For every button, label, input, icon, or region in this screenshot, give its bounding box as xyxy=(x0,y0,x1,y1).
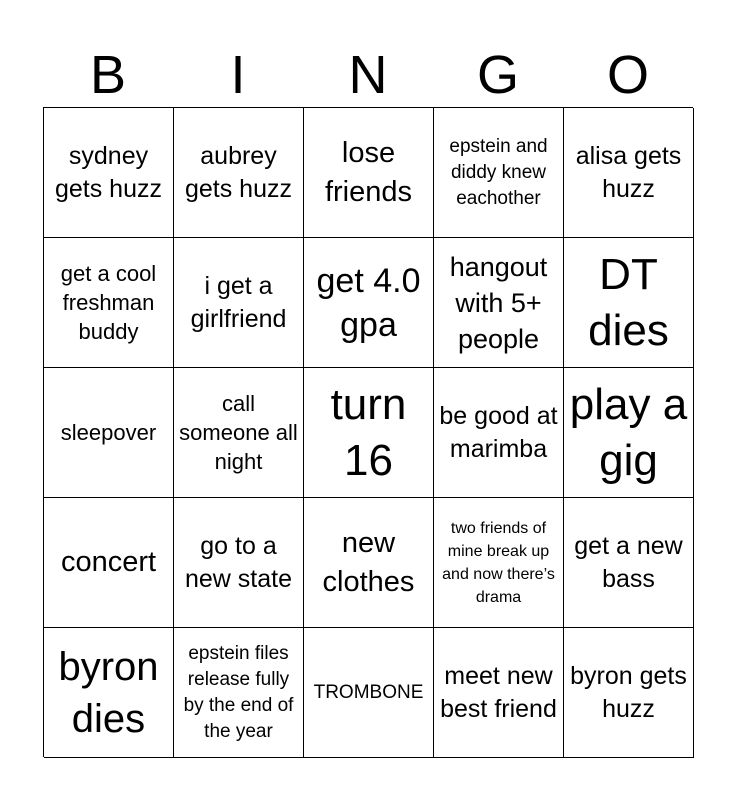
bingo-grid xyxy=(43,107,693,757)
bingo-cell[interactable] xyxy=(174,498,304,628)
bingo-cell[interactable] xyxy=(434,628,564,758)
cell-text: lose friends xyxy=(324,136,413,208)
bingo-cell[interactable] xyxy=(434,108,564,238)
header-letter-g: G xyxy=(476,45,519,105)
bingo-cell[interactable] xyxy=(44,498,174,628)
cell-text: be good at marimba xyxy=(439,401,558,463)
cell-text: call someone all night xyxy=(179,391,298,474)
bingo-cell[interactable] xyxy=(304,498,434,628)
cell-text: epstein and diddy knew eachother xyxy=(449,135,548,209)
header-letter-b: B xyxy=(89,45,127,105)
bingo-cell[interactable] xyxy=(44,108,174,238)
cell-text: get a new bass xyxy=(574,531,683,593)
header-letter-i: I xyxy=(230,45,246,105)
bingo-cell[interactable] xyxy=(564,238,694,368)
cell-text: get a cool freshman buddy xyxy=(60,261,157,344)
cell-text: DT dies xyxy=(588,249,669,355)
cell-text: byron gets huzz xyxy=(570,661,687,723)
cell-text: byron dies xyxy=(58,644,159,741)
cell-text: hangout with 5+ people xyxy=(449,251,548,354)
bingo-cell[interactable] xyxy=(434,368,564,498)
cell-text: go to a new state xyxy=(184,531,292,593)
header-letter-n: N xyxy=(348,45,388,105)
cell-text: alisa gets huzz xyxy=(575,141,682,203)
bingo-cell[interactable] xyxy=(434,238,564,368)
cell-text: epstein files release fully by the end of the year xyxy=(183,642,294,742)
bingo-cell[interactable] xyxy=(304,238,434,368)
cell-text: sleepover xyxy=(60,420,157,445)
cell-text: play a gig xyxy=(569,379,688,485)
bingo-cell[interactable] xyxy=(564,108,694,238)
bingo-cell[interactable] xyxy=(174,368,304,498)
cell-text: two friends of mine break up and now there’s drama xyxy=(442,519,555,606)
bingo-cell[interactable] xyxy=(304,368,434,498)
bingo-cell[interactable] xyxy=(564,368,694,498)
cell-text: sydney gets huzz xyxy=(54,141,162,203)
cell-text: turn 16 xyxy=(330,379,407,485)
bingo-cell[interactable] xyxy=(304,108,434,238)
bingo-cell[interactable] xyxy=(564,498,694,628)
bingo-cell[interactable] xyxy=(434,498,564,628)
cell-text: TROMBONE xyxy=(313,681,424,703)
bingo-header xyxy=(43,44,693,106)
cell-text: i get a girlfriend xyxy=(190,271,287,333)
bingo-cell[interactable] xyxy=(44,628,174,758)
cell-text: concert xyxy=(60,546,157,578)
cell-text: aubrey gets huzz xyxy=(184,141,292,203)
header-letter-o: O xyxy=(606,45,649,105)
bingo-cell[interactable] xyxy=(174,628,304,758)
bingo-cell[interactable] xyxy=(304,628,434,758)
bingo-cell[interactable] xyxy=(44,238,174,368)
cell-text: get 4.0 gpa xyxy=(316,261,421,344)
cell-text: meet new best friend xyxy=(440,661,557,723)
bingo-cell[interactable] xyxy=(564,628,694,758)
bingo-cell[interactable] xyxy=(174,108,304,238)
bingo-cell[interactable] xyxy=(174,238,304,368)
bingo-cell[interactable] xyxy=(44,368,174,498)
cell-text: new clothes xyxy=(322,526,415,598)
